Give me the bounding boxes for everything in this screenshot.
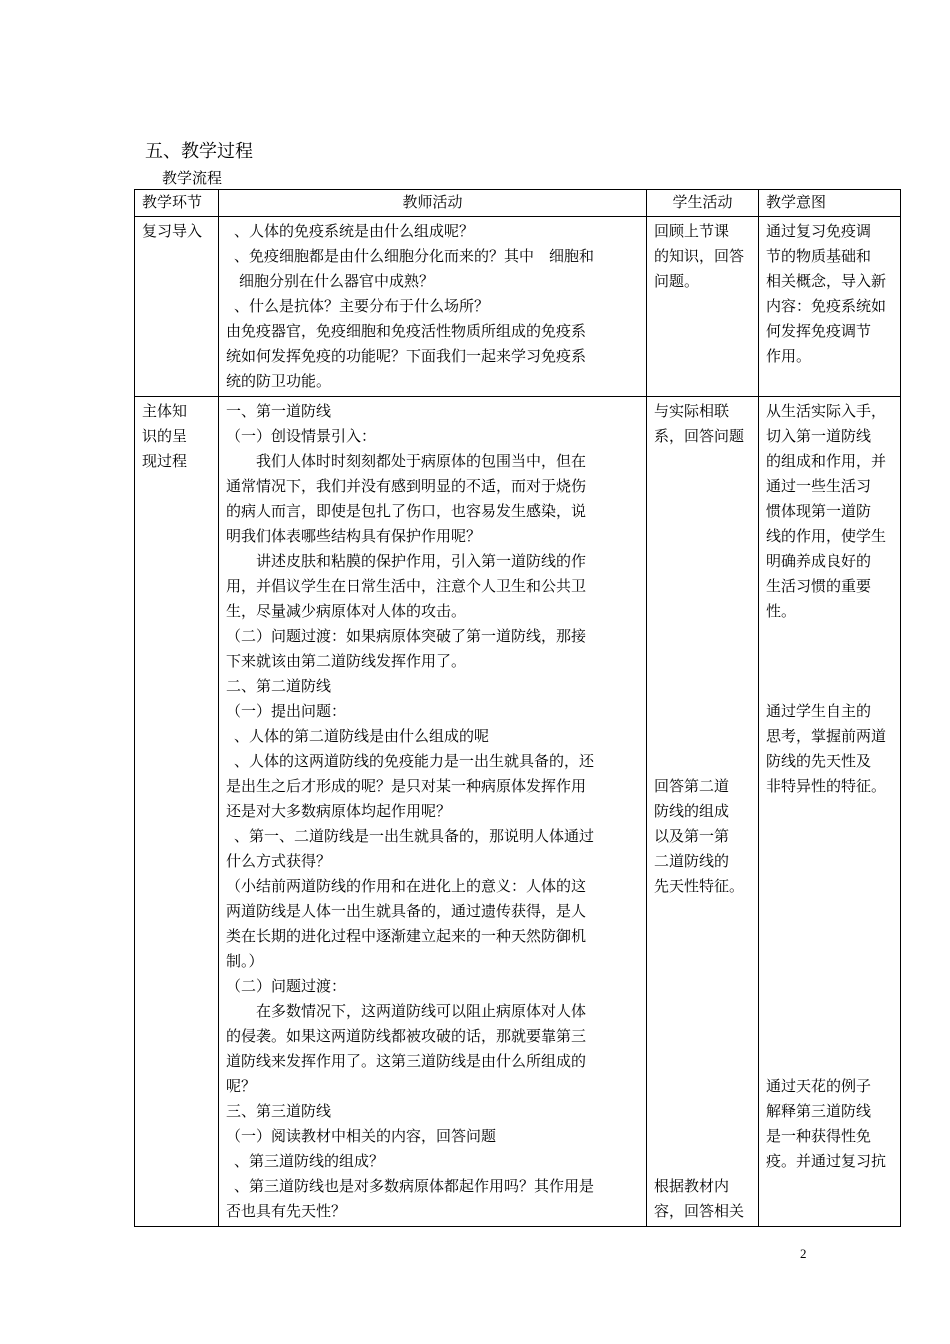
- table-row: [135, 397, 901, 1227]
- stage-label: 复习导入: [142, 222, 203, 240]
- text-line: 生，尽量减少病原体对人体的攻击。: [226, 602, 467, 620]
- text-line: （二）问题过渡：如果病原体突破了第一道防线，那接: [226, 627, 587, 645]
- text-line: 切入第一道防线: [766, 427, 872, 445]
- section-title: 五、教学过程: [145, 141, 253, 162]
- text-line: 作用。: [766, 347, 812, 365]
- text-line: 、人体的这两道防线的免疫能力是一出生就具备的，还: [234, 752, 595, 770]
- text-line: 是一种获得性免: [766, 1127, 872, 1145]
- text-line: 相关概念，导入新: [766, 272, 887, 290]
- text-line: 明确养成良好的: [766, 552, 872, 570]
- text-line: 疫。并通过复习抗: [766, 1152, 887, 1170]
- text-line: 一、第一道防线: [226, 402, 332, 420]
- text-line: 的侵袭。如果这两道防线都被攻破的话，那就要靠第三: [226, 1027, 587, 1045]
- teaching-process-table: [134, 189, 901, 1227]
- text-line: 容，回答相关: [654, 1202, 745, 1220]
- teacher-activity-cell: [219, 217, 647, 397]
- text-line: 节的物质基础和: [766, 247, 872, 265]
- student-activity-cell: [647, 217, 759, 397]
- header-teaching-intent: 教学意图: [759, 190, 901, 217]
- text-line: 统如何发挥免疫的功能呢？下面我们一起来学习免疫系: [226, 347, 587, 365]
- text-line: （一）阅读教材中相关的内容，回答问题: [226, 1127, 497, 1145]
- text-line: 以及第一第: [654, 827, 730, 845]
- text-line: 否也具有先天性？: [226, 1202, 347, 1220]
- text-line: （小结前两道防线的作用和在进化上的意义：人体的这: [226, 877, 587, 895]
- text-line: 在多数情况下，这两道防线可以阻止病原体对人体: [226, 1002, 587, 1020]
- text-line: 我们人体时时刻刻都处于病原体的包围当中，但在: [226, 452, 587, 470]
- text-line: 、免疫细胞都是由什么细胞分化而来的？其中 细胞和: [234, 247, 595, 265]
- text-line: 内容：免疫系统如: [766, 297, 887, 315]
- stage-cell: [135, 217, 219, 397]
- stage-label-line: 识的呈: [142, 427, 188, 445]
- text-line: 从生活实际入手，: [766, 402, 887, 420]
- text-line: 、人体的第二道防线是由什么组成的呢: [234, 727, 490, 745]
- text-line: 的组成和作用，并: [766, 452, 887, 470]
- text-line: （二）问题过渡：: [226, 977, 347, 995]
- text-line: 与实际相联: [654, 402, 730, 420]
- text-line: 解释第三道防线: [766, 1102, 872, 1120]
- text-line: 防线的先天性及: [766, 752, 872, 770]
- text-line: 问题。: [654, 272, 700, 290]
- text-line: 二道防线的: [654, 852, 730, 870]
- text-line: 非特异性的特征。: [766, 777, 887, 795]
- text-line: 的知识，回答: [654, 247, 745, 265]
- text-line: 、人体的免疫系统是由什么组成呢？: [234, 222, 475, 240]
- text-line: 生活习惯的重要: [766, 577, 872, 595]
- text-line: 由免疫器官，免疫细胞和免疫活性物质所组成的免疫系: [226, 322, 587, 340]
- header-teacher-activity: 教师活动: [219, 190, 647, 217]
- teaching-intent-cell: [759, 397, 901, 1227]
- text-line: 线的作用，使学生: [766, 527, 887, 545]
- text-line: 二、第二道防线: [226, 677, 332, 695]
- table-header-row: [135, 190, 901, 217]
- text-line: 、什么是抗体？主要分布于什么场所？: [234, 297, 490, 315]
- text-line: 用，并倡议学生在日常生活中，注意个人卫生和公共卫: [226, 577, 587, 595]
- text-line: 下来就该由第二道防线发挥作用了。: [226, 652, 467, 670]
- text-line: 、第三道防线的组成？: [234, 1152, 385, 1170]
- text-line: 统的防卫功能。: [226, 372, 332, 390]
- text-line: 回顾上节课: [654, 222, 730, 240]
- text-line: 三、第三道防线: [226, 1102, 332, 1120]
- text-line: 道防线来发挥作用了。这第三道防线是由什么所组成的: [226, 1052, 587, 1070]
- text-line: 两道防线是人体一出生就具备的，通过遗传获得，是人: [226, 902, 587, 920]
- text-line: 类在长期的进化过程中逐渐建立起来的一种天然防御机: [226, 927, 587, 945]
- text-line: 还是对大多数病原体均起作用呢？: [226, 802, 452, 820]
- text-line: 明我们体表哪些结构具有保护作用呢？: [226, 527, 482, 545]
- page-number: 2: [800, 1246, 807, 1261]
- text-line: 通过学生自主的: [766, 702, 872, 720]
- text-line: 、第三道防线也是对多数病原体都起作用吗？其作用是: [234, 1177, 595, 1195]
- text-line: 细胞分别在什么器官中成熟？: [239, 272, 435, 290]
- text-line: 通过复习免疫调: [766, 222, 872, 240]
- text-line: 的病人而言，即使是包扎了伤口，也容易发生感染，说: [226, 502, 587, 520]
- text-line: 通过天花的例子: [766, 1077, 872, 1095]
- student-activity-cell: [647, 397, 759, 1227]
- text-line: 、第一、二道防线是一出生就具备的，那说明人体通过: [234, 827, 595, 845]
- text-line: 制。）: [226, 952, 264, 970]
- text-line: 思考，掌握前两道: [766, 727, 887, 745]
- text-line: 通过一些生活习: [766, 477, 872, 495]
- teaching-intent-cell: [759, 217, 901, 397]
- text-line: （一）创设情景引入：: [226, 427, 377, 445]
- header-student-activity: 学生活动: [647, 190, 759, 217]
- text-line: （一）提出问题：: [226, 702, 347, 720]
- text-line: 呢？: [226, 1077, 257, 1095]
- text-line: 讲述皮肤和粘膜的保护作用，引入第一道防线的作: [226, 552, 587, 570]
- header-stage: 教学环节: [135, 190, 219, 217]
- text-line: 性。: [766, 602, 797, 620]
- text-line: 惯体现第一道防: [766, 502, 872, 520]
- text-line: 何发挥免疫调节: [766, 322, 872, 340]
- text-line: 先天性特征。: [654, 877, 745, 895]
- stage-label-line: 现过程: [142, 452, 188, 470]
- text-line: 通常情况下，我们并没有感到明显的不适，而对于烧伤: [226, 477, 587, 495]
- table-row: [135, 217, 901, 397]
- table-caption: 教学流程: [162, 169, 223, 187]
- text-line: 防线的组成: [654, 802, 730, 820]
- stage-cell: [135, 397, 219, 1227]
- text-line: 根据教材内: [654, 1177, 730, 1195]
- teacher-activity-cell: [219, 397, 647, 1227]
- text-line: 什么方式获得？: [226, 852, 332, 870]
- stage-label-line: 主体知: [142, 402, 188, 420]
- text-line: 回答第二道: [654, 777, 730, 795]
- text-line: 是出生之后才形成的呢？是只对某一种病原体发挥作用: [226, 777, 587, 795]
- text-line: 系，回答问题: [654, 427, 745, 445]
